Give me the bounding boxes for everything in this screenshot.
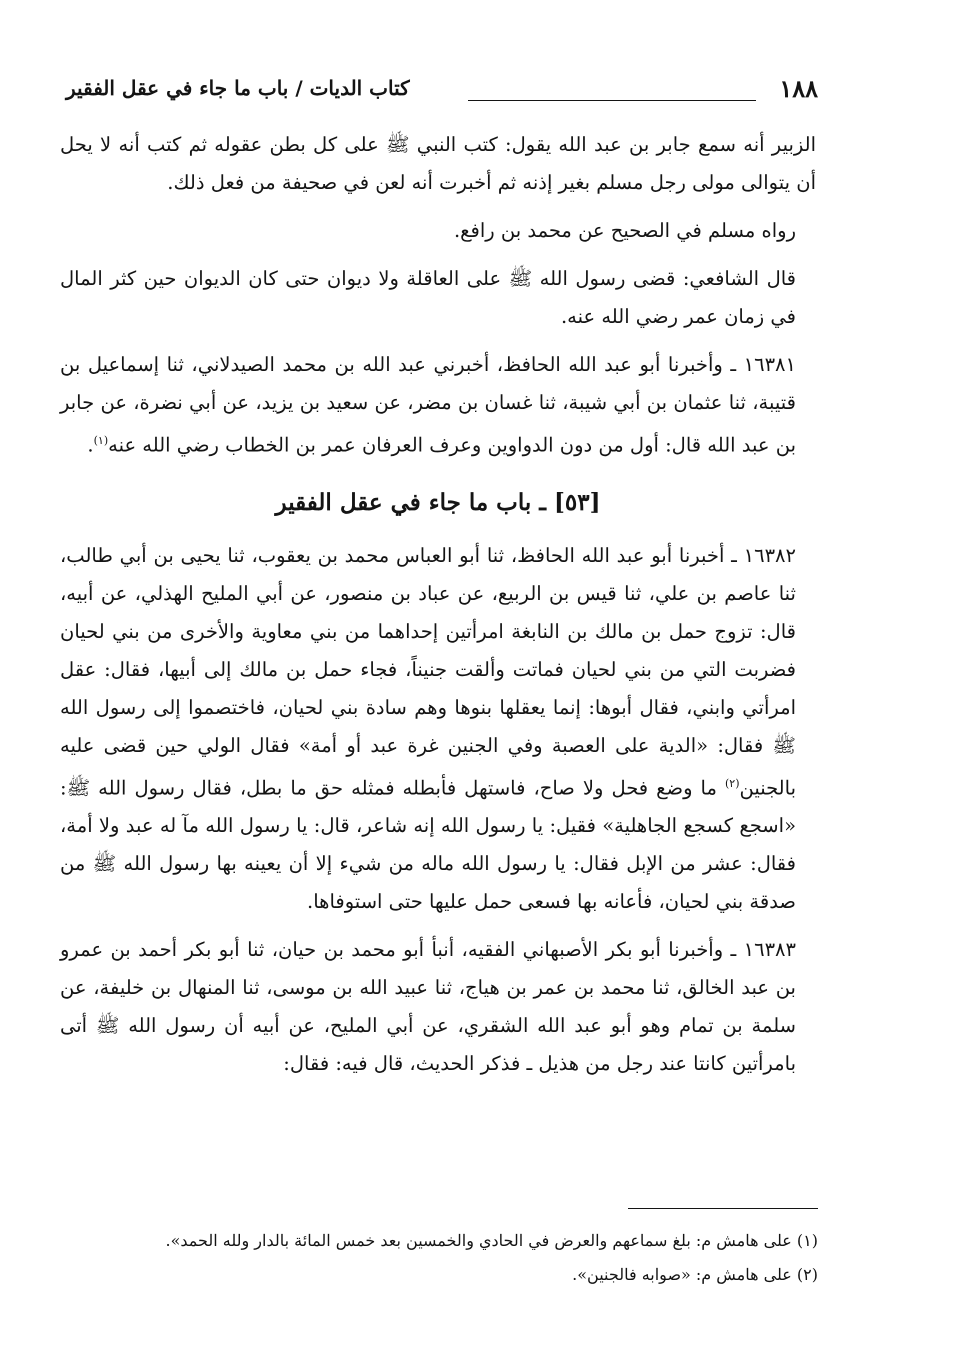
- section-heading: [٥٣] ـ باب ما جاء في عقل الفقير: [275, 488, 601, 516]
- paragraph-continuation: الزبير أنه سمع جابر بن عبد الله يقول: كتب النبي ﷺ على كل بطن عقوله ثم كتب أنه لا يحل أن يتوالى مولى رجل مسلم بغير إذنه ثم أخبرت أنه لعن في صحيفة من فعل ذلك.: [60, 133, 816, 194]
- footnote-2: (٢) على هامش م: «صوابه فالجنين».: [572, 1265, 818, 1284]
- footnotes: [58, 1224, 818, 1292]
- footnote-rule: [628, 1208, 818, 1209]
- paragraph-hadith-16383: ١٦٣٨٣ ـ وأخبرنا أبو بكر الأصبهاني الفقيه، أنبأ أبو محمد بن حيان، ثنا أبو بكر أحمد بن عمرو بن عبد الخالق، ثنا محمد بن عمر بن هياج، ثنا عبيد الله بن موسى، ثنا المنهال بن خليفة، عن سلمة بن تمام وهو أبو عبد الله الشقري، عن أبي المليح، عن أبيه أن رسول الله ﷺ أتى بامرأتين كانتا عند رجل من هذيل ـ فذكر الحديث، قال فيه: فقال:: [60, 938, 796, 1075]
- hadith-16381-end: .: [87, 433, 94, 457]
- footnote-ref-1: (١): [93, 434, 109, 447]
- footnote-1: (١) على هامش م: بلغ سماعهم والعرض في الحادي والخمسين بعد خمس المائة بالدار ولله الحمد».: [165, 1231, 818, 1250]
- paragraph-hadith-16382: [60, 537, 816, 922]
- hadith-16381-text: ١٦٣٨١ ـ وأخبرنا أبو عبد الله الحافظ، أخبرني عبد الله بن محمد الصيدلاني، ثنا إسماعيل بن قتيبة، ثنا عثمان بن أبي شيبة، ثنا غسان بن مضر، عن سعيد بن يزيد، عن أبي نضرة، عن جابر بن عبد الله قال: أول من دون الدواوين وعرف العرفان عمر بن الخطاب رضي الله عنه: [60, 353, 796, 457]
- book-page: [58, 60, 818, 1320]
- hadith-16382-text-a: ١٦٣٨٢ ـ أخبرنا أبو عبد الله الحافظ، ثنا أبو العباس محمد بن يعقوب، ثنا يحيى بن أبي طالب، ثنا عاصم بن علي، ثنا قيس بن الربيع، عن عباد بن منصور، عن أبي المليح الهذلي، عن أبيه، قال: تزوج حمل بن مالك بن النابغة امرأتين إحداهما من بني معاوية والأخرى من بني لحيان فضربت التي من بني لحيان فماتت وألقت جنيناً، فجاء حمل بن مالك إلى أبيها، فقال: عقل امرأتي وابني، فقال أبوها: إنما يعقلها بنوها وهم سادة بني لحيان، فاختصموا إلى رسول الله ﷺ فقال: «الدية على العصبة وفي الجنين غرة عبد أو أمة» فقال الولي حين قضى عليه بالجنين: [60, 543, 796, 799]
- paragraph-muslim-note: رواه مسلم في الصحيح عن محمد بن رافع.: [453, 219, 796, 242]
- paragraph-shafii: قال الشافعي: قضى رسول الله ﷺ على العاقلة ولا ديوان حتى كان الديوان حين كثر المال في زمان عمر رضي الله عنه.: [60, 267, 796, 328]
- page-header: [58, 60, 818, 103]
- page-body: [60, 126, 816, 1083]
- paragraph-hadith-16381: [60, 346, 816, 465]
- hadith-16382-text-b: ما وضع فحل ولا صاح، فاستهل فأبطله فمثله حق ما بطل، فقال رسول الله ﷺ: «اسجع كسجع الجاهلية» فقيل: يا رسول الله إنه شاعر، قال: يا رسول الله مآ له عبد ولا أمة، فقال: عشر من الإبل فقال: يا رسول الله ماله من شيء إلا أن يعينه بها رسول الله ﷺ من صدقة بني لحيان، فأعانه بها فسعى حمل عليها حتى استوفاها.: [60, 776, 796, 913]
- footnote-ref-2: (٢): [724, 776, 740, 790]
- running-title: كتاب الديات / باب ما جاء في عقل الفقير: [66, 76, 410, 100]
- page-number: ١٨٨: [779, 74, 818, 103]
- header-rule: [468, 100, 756, 101]
